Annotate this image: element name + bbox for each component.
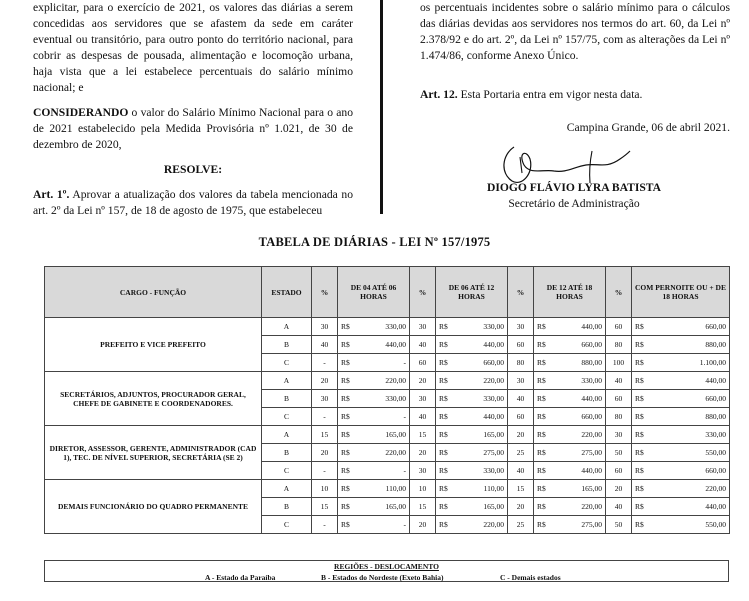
table-row — [45, 372, 730, 390]
percent-cell: - — [312, 408, 338, 426]
amount: 330,00 — [483, 466, 504, 475]
currency-symbol: R$ — [537, 376, 546, 385]
amount: 330,00 — [483, 322, 504, 331]
currency-symbol: R$ — [341, 394, 350, 403]
estado-cell: C — [262, 408, 312, 426]
currency-symbol: R$ — [635, 394, 644, 403]
signer-name: DIOGO FLÁVIO LYRA BATISTA — [486, 181, 662, 194]
value-cell — [534, 498, 606, 516]
currency-symbol: R$ — [635, 466, 644, 475]
currency-symbol: R$ — [537, 322, 546, 331]
value-cell — [338, 498, 410, 516]
currency-symbol: R$ — [635, 502, 644, 511]
amount: 660,00 — [705, 322, 726, 331]
currency-symbol: R$ — [341, 376, 350, 385]
value-cell — [436, 318, 508, 336]
value-cell — [534, 408, 606, 426]
currency-symbol: R$ — [537, 358, 546, 367]
currency-symbol: R$ — [537, 430, 546, 439]
value-cell — [534, 426, 606, 444]
currency-symbol: R$ — [635, 484, 644, 493]
value-cell — [338, 444, 410, 462]
percent-cell: 50 — [606, 444, 632, 462]
percent-cell: 40 — [508, 390, 534, 408]
value-cell — [436, 336, 508, 354]
value-cell — [534, 516, 606, 534]
percent-cell: 40 — [508, 462, 534, 480]
amount: 220,00 — [385, 448, 406, 457]
value-cell — [534, 390, 606, 408]
amount: 275,00 — [581, 448, 602, 457]
regiao-a: A - Estado da Paraíba — [205, 573, 276, 582]
amount: - — [403, 358, 406, 367]
estado-cell: C — [262, 462, 312, 480]
amount: 220,00 — [385, 376, 406, 385]
currency-symbol: R$ — [635, 430, 644, 439]
header-6-12-horas: DE 06 ATÉ 12 HORAS — [436, 267, 508, 318]
value-cell — [436, 426, 508, 444]
right-column — [420, 0, 730, 103]
amount: 220,00 — [483, 520, 504, 529]
value-cell — [436, 372, 508, 390]
currency-symbol: R$ — [537, 412, 546, 421]
amount: 660,00 — [705, 466, 726, 475]
percent-cell: 20 — [606, 480, 632, 498]
percent-cell: 25 — [508, 444, 534, 462]
currency-symbol: R$ — [537, 394, 546, 403]
currency-symbol: R$ — [635, 358, 644, 367]
value-cell — [338, 372, 410, 390]
art1-paragraph — [33, 187, 353, 219]
percent-cell: 25 — [508, 516, 534, 534]
art1-text: Aprovar a atualização dos valores da tabela mencionada no art. 2º da Lei nº 157, de 18 de agosto de 1975, que estabeleceu — [33, 188, 353, 217]
header-percent-1: % — [312, 267, 338, 318]
amount: 330,00 — [705, 430, 726, 439]
value-cell — [632, 336, 730, 354]
amount: 110,00 — [385, 484, 406, 493]
percent-cell: 20 — [410, 444, 436, 462]
currency-symbol: R$ — [341, 520, 350, 529]
amount: 220,00 — [483, 376, 504, 385]
amount: 440,00 — [581, 322, 602, 331]
percent-cell: 60 — [606, 462, 632, 480]
table-header-row — [45, 267, 730, 318]
value-cell — [338, 336, 410, 354]
currency-symbol: R$ — [341, 484, 350, 493]
considerando-label: CONSIDERANDO — [33, 106, 129, 119]
percent-cell: 40 — [312, 336, 338, 354]
currency-symbol: R$ — [537, 340, 546, 349]
value-cell — [632, 390, 730, 408]
header-percent-4: % — [606, 267, 632, 318]
currency-symbol: R$ — [537, 520, 546, 529]
considerando-text: o valor do Salário Mínimo Nacional para o ano de 2021 estabelecido pela Medida Provisória nº 1.021, de 30 de dezembro de 2020, — [33, 106, 353, 151]
value-cell — [534, 372, 606, 390]
amount: 330,00 — [581, 376, 602, 385]
percent-cell: 60 — [410, 354, 436, 372]
document-date: Campina Grande, 06 de abril 2021. — [566, 121, 730, 134]
currency-symbol: R$ — [439, 430, 448, 439]
value-cell — [534, 354, 606, 372]
table-row — [45, 318, 730, 336]
percent-cell: 30 — [312, 390, 338, 408]
value-cell — [436, 390, 508, 408]
percent-cell: 20 — [410, 372, 436, 390]
value-cell — [436, 354, 508, 372]
amount: 440,00 — [581, 394, 602, 403]
value-cell — [632, 354, 730, 372]
header-12-18-horas: DE 12 ATÉ 18 HORAS — [534, 267, 606, 318]
percent-cell: 50 — [606, 516, 632, 534]
percent-cell: 20 — [508, 426, 534, 444]
currency-symbol: R$ — [341, 340, 350, 349]
currency-symbol: R$ — [537, 466, 546, 475]
value-cell — [534, 444, 606, 462]
cargo-cell: PREFEITO E VICE PREFEITO — [45, 318, 262, 372]
art12-text: Esta Portaria entra em vigor nesta data. — [457, 88, 643, 101]
amount: 660,00 — [483, 358, 504, 367]
percent-cell: 60 — [606, 390, 632, 408]
amount: - — [403, 466, 406, 475]
amount: 440,00 — [705, 376, 726, 385]
amount: 165,00 — [581, 484, 602, 493]
currency-symbol: R$ — [635, 340, 644, 349]
art1-label: Art. 1º. — [33, 188, 70, 201]
percent-cell: 40 — [410, 408, 436, 426]
amount: 220,00 — [581, 430, 602, 439]
signer-role: Secretário de Administração — [508, 197, 640, 210]
currency-symbol: R$ — [341, 322, 350, 331]
cargo-cell: DEMAIS FUNCIONÁRIO DO QUADRO PERMANENTE — [45, 480, 262, 534]
column-divider — [380, 0, 383, 214]
cargo-cell: SECRETÁRIOS, ADJUNTOS, PROCURADOR GERAL, CHEFE DE GABINETE E COORDENADORES. — [45, 372, 262, 426]
header-pernoite: COM PERNOITE OU + DE 18 HORAS — [632, 267, 730, 318]
percent-cell: 30 — [410, 318, 436, 336]
regioes-title: REGIÕES - DESLOCAMENTO — [334, 562, 439, 571]
currency-symbol: R$ — [439, 412, 448, 421]
percent-cell: - — [312, 354, 338, 372]
amount: 440,00 — [705, 502, 726, 511]
amount: 880,00 — [705, 340, 726, 349]
percent-cell: 80 — [606, 336, 632, 354]
regiao-b: B - Estados do Nordeste (Exeto Bahia) — [321, 573, 444, 582]
currency-symbol: R$ — [439, 520, 448, 529]
amount: 330,00 — [385, 322, 406, 331]
percent-cell: 20 — [312, 372, 338, 390]
amount: - — [403, 412, 406, 421]
percent-cell: 100 — [606, 354, 632, 372]
estado-cell: B — [262, 498, 312, 516]
percent-cell: 60 — [508, 336, 534, 354]
continuation-paragraph: os percentuais incidentes sobre o salário mínimo para o cálculos das diárias devidas aos servidores nos termos do art. 60, da Lei nº 2.378/92 e do art. 2º, da Lei nº 157/75, com as alterações da Lei nº 1.474/86, conforme Anexo Único. — [420, 1, 730, 62]
amount: 330,00 — [483, 394, 504, 403]
value-cell — [436, 480, 508, 498]
amount: 440,00 — [483, 412, 504, 421]
amount: 660,00 — [705, 394, 726, 403]
currency-symbol: R$ — [341, 448, 350, 457]
percent-cell: 30 — [508, 372, 534, 390]
estado-cell: A — [262, 318, 312, 336]
value-cell — [534, 480, 606, 498]
amount: 165,00 — [385, 430, 406, 439]
resolve-heading: RESOLVE: — [163, 163, 223, 176]
percent-cell: 40 — [606, 372, 632, 390]
amount: 550,00 — [705, 520, 726, 529]
value-cell — [436, 498, 508, 516]
amount: 110,00 — [483, 484, 504, 493]
amount: 220,00 — [705, 484, 726, 493]
currency-symbol: R$ — [341, 502, 350, 511]
percent-cell: 15 — [410, 426, 436, 444]
percent-cell: 15 — [410, 498, 436, 516]
amount: 550,00 — [705, 448, 726, 457]
estado-cell: C — [262, 354, 312, 372]
percent-cell: 30 — [508, 318, 534, 336]
value-cell — [632, 498, 730, 516]
cargo-cell: DIRETOR, ASSESSOR, GERENTE, ADMINISTRADOR (CAD 1), TEC. DE NÍVEL SUPERIOR, SECRETÁRIA (SE 2) — [45, 426, 262, 480]
value-cell — [632, 408, 730, 426]
percent-cell: 30 — [606, 426, 632, 444]
currency-symbol: R$ — [439, 484, 448, 493]
currency-symbol: R$ — [537, 502, 546, 511]
percent-cell: - — [312, 462, 338, 480]
value-cell — [338, 462, 410, 480]
percent-cell: 30 — [410, 462, 436, 480]
percent-cell: 15 — [508, 480, 534, 498]
percent-cell: 20 — [508, 498, 534, 516]
header-4-6-horas: DE 04 ATÉ 06 HORAS — [338, 267, 410, 318]
value-cell — [338, 426, 410, 444]
value-cell — [436, 444, 508, 462]
percent-cell: 20 — [312, 444, 338, 462]
header-percent-3: % — [508, 267, 534, 318]
currency-symbol: R$ — [635, 376, 644, 385]
percent-cell: 80 — [508, 354, 534, 372]
estado-cell: B — [262, 336, 312, 354]
currency-symbol: R$ — [537, 484, 546, 493]
currency-symbol: R$ — [635, 322, 644, 331]
currency-symbol: R$ — [635, 448, 644, 457]
amount: 275,00 — [483, 448, 504, 457]
value-cell — [534, 336, 606, 354]
estado-cell: A — [262, 372, 312, 390]
percent-cell: 30 — [410, 390, 436, 408]
estado-cell: C — [262, 516, 312, 534]
art12-paragraph — [420, 87, 730, 103]
amount: 165,00 — [483, 430, 504, 439]
art12-label: Art. 12. — [420, 88, 458, 101]
currency-symbol: R$ — [439, 340, 448, 349]
currency-symbol: R$ — [635, 520, 644, 529]
percent-cell: 30 — [312, 318, 338, 336]
value-cell — [632, 426, 730, 444]
currency-symbol: R$ — [635, 412, 644, 421]
currency-symbol: R$ — [439, 502, 448, 511]
currency-symbol: R$ — [439, 322, 448, 331]
percent-cell: 20 — [410, 516, 436, 534]
currency-symbol: R$ — [341, 358, 350, 367]
value-cell — [338, 480, 410, 498]
value-cell — [436, 516, 508, 534]
percent-cell: - — [312, 516, 338, 534]
amount: 165,00 — [385, 502, 406, 511]
percent-cell: 15 — [312, 426, 338, 444]
amount: 220,00 — [581, 502, 602, 511]
percent-cell: 40 — [606, 498, 632, 516]
table-row — [45, 426, 730, 444]
currency-symbol: R$ — [439, 448, 448, 457]
currency-symbol: R$ — [537, 448, 546, 457]
regiao-c: C - Demais estados — [500, 573, 561, 582]
amount: 660,00 — [581, 412, 602, 421]
regioes-legend — [44, 560, 729, 582]
value-cell — [338, 354, 410, 372]
estado-cell: B — [262, 444, 312, 462]
amount: 1.100,00 — [699, 358, 726, 367]
estado-cell: B — [262, 390, 312, 408]
amount: - — [403, 520, 406, 529]
value-cell — [632, 318, 730, 336]
amount: 275,00 — [581, 520, 602, 529]
value-cell — [632, 480, 730, 498]
currency-symbol: R$ — [439, 394, 448, 403]
amount: 440,00 — [581, 466, 602, 475]
percent-cell: 80 — [606, 408, 632, 426]
value-cell — [534, 318, 606, 336]
amount: 330,00 — [385, 394, 406, 403]
currency-symbol: R$ — [341, 430, 350, 439]
amount: 440,00 — [483, 340, 504, 349]
intro-paragraph: explicitar, para o exercício de 2021, os valores das diárias a serem concedidas aos servidores que se afastem da sede em caráter eventual ou transitório, para outro ponto do território nacional, para cobrir as despesas de pousada, alimentação e locomoção urbana, haja vista que a lei estabelece percentuais do salário mínimo nacional; e — [33, 1, 353, 94]
diarias-table — [44, 266, 730, 534]
header-percent-2: % — [410, 267, 436, 318]
header-cargo: CARGO - FUNÇÃO — [45, 267, 262, 318]
considerando-paragraph — [33, 105, 353, 153]
header-estado: ESTADO — [262, 267, 312, 318]
amount: 880,00 — [705, 412, 726, 421]
value-cell — [338, 318, 410, 336]
value-cell — [436, 462, 508, 480]
percent-cell: 60 — [606, 318, 632, 336]
currency-symbol: R$ — [341, 466, 350, 475]
value-cell — [632, 372, 730, 390]
currency-symbol: R$ — [439, 466, 448, 475]
value-cell — [436, 408, 508, 426]
value-cell — [632, 462, 730, 480]
left-column — [33, 0, 353, 219]
amount: 165,00 — [483, 502, 504, 511]
percent-cell: 15 — [312, 498, 338, 516]
amount: 660,00 — [581, 340, 602, 349]
value-cell — [338, 390, 410, 408]
currency-symbol: R$ — [439, 376, 448, 385]
value-cell — [338, 408, 410, 426]
value-cell — [632, 444, 730, 462]
currency-symbol: R$ — [439, 358, 448, 367]
percent-cell: 40 — [410, 336, 436, 354]
amount: 440,00 — [385, 340, 406, 349]
value-cell — [338, 516, 410, 534]
percent-cell: 10 — [410, 480, 436, 498]
percent-cell: 10 — [312, 480, 338, 498]
table-row — [45, 480, 730, 498]
value-cell — [632, 516, 730, 534]
table-title: TABELA DE DIÁRIAS - LEI Nº 157/1975 — [258, 235, 491, 249]
estado-cell: A — [262, 480, 312, 498]
value-cell — [534, 462, 606, 480]
currency-symbol: R$ — [341, 412, 350, 421]
estado-cell: A — [262, 426, 312, 444]
amount: 880,00 — [581, 358, 602, 367]
percent-cell: 60 — [508, 408, 534, 426]
